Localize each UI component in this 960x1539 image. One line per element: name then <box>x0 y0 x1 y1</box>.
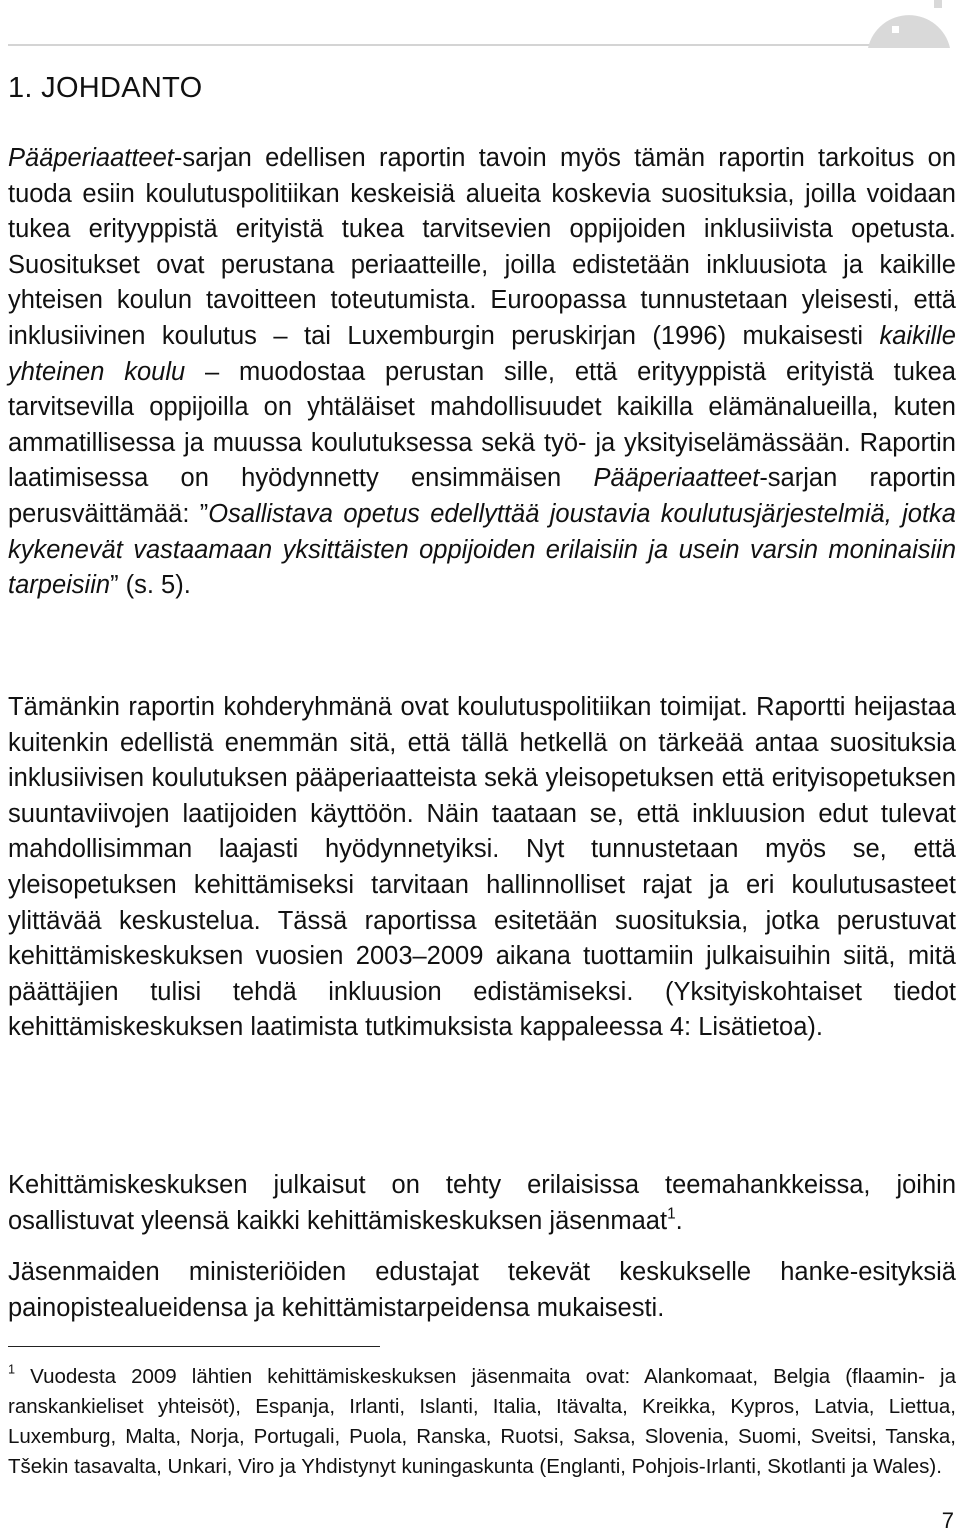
footnote-separator <box>8 1346 380 1347</box>
footnote-reference[interactable]: 1 <box>667 1204 676 1222</box>
header-rule <box>8 44 878 46</box>
paragraph-text: -sarjan edellisen raportin tavoin myös tämän raportin tarkoitus on tuoda esiin koulutuspolitiikan keskeisiä alueita koskevia suosituksia, joilla voidaan tukea erityyppistä erityistä tukea tarvitsevien oppijoiden inklusiivista opetusta. Suositukset ovat perustana periaatteille, joilla edistetään inkluusiota ja kaikille yhteisen koulun tavoitteen toteutumista. Euroopassa tunnustetaan yleisesti, että inklusiivinen koulutus – tai Luxemburgin peruskirjan (1996) mukaisesti <box>8 144 956 350</box>
footnote-mark: 1 <box>8 1361 16 1377</box>
footnote <box>8 1362 956 1482</box>
footnote-text: Vuodesta 2009 lähtien kehittämiskeskuksen jäsenmaita ovat: Alankomaat, Belgia (flaamin- ja ranskankieliset yhteisöt), Espanja, Irlanti, Islanti, Italia, Itävalta, Kreikka, Kypros, Latvia, Liettua, Luxemburg, Malta, Norja, Portugali, Puola, Ranska, Ruotsi, Saksa, Slovenia, Suomi, Sveitsi, Tanska, Tšekin tasavalta, Unkari, Viro ja Yhdistynyt kuningaskunta (Englanti, Pohjois-Irlanti, Skotlanti ja Wales). <box>8 1365 956 1478</box>
emphasis-italic: kaikille yhteinen koulu <box>8 321 956 386</box>
paragraph-text: . <box>675 1206 683 1235</box>
section-title: 1. JOHDANTO <box>8 72 203 104</box>
target-group-paragraph: Tämänkin raportin kohderyhmänä ovat koulutuspolitiikan toimijat. Raportti heijastaa kuitenkin edellistä enemmän sitä, että tällä hetkellä on tärkeää antaa suosituksia inklusiivisen koulutuksen pääperiaatteista sekä yleisopetuksen että erityisopetuksen suuntaviivojen laatijoiden käyttöön. Näin taataan se, että inkluusion edut tulevat mahdollisimman laajasti hyödynnetyiksi. Nyt tunnustetaan myös se, että yleisopetuksen kehittämiseksi tarvitaan hallinnolliset rajat ja eri koulutusasteet ylittävää keskustelua. Tässä raportissa esitetään suosituksia, jotka perustuvat kehittämiskeskuksen vuosien 2003–2009 aikana tuottamiin julkaisuihin siitä, mitä päättäjien tulisi tehdä inkluusion edistämiseksi. (Yksityiskohtaiset tiedot kehittämiskeskuksen laatimista tutkimuksista kappaleessa 4: Lisätietoa). <box>8 693 956 1042</box>
paragraph-text: ” (s. 5). <box>110 571 191 600</box>
intro-paragraph <box>8 141 956 604</box>
paragraph-text: -sarjan raportin perusväittämää: ” <box>8 464 956 528</box>
page-number: 7 <box>941 1508 954 1533</box>
publications-paragraph <box>8 1168 956 1239</box>
members-paragraph: Jäsenmaiden ministeriöiden edustajat tekevät keskukselle hanke-esityksiä painopistealueidensa ja kehittämistarpeidensa mukaisesti. <box>8 1258 956 1322</box>
series-title-italic: Pääperiaatteet <box>8 144 174 172</box>
paragraph-text: Kehittämiskeskuksen julkaisut on tehty erilaisissa teemahankkeissa, joihin osallistuvat yleensä kaikki kehittämiskeskuksen jäsenmaat <box>8 1171 956 1235</box>
agency-logo-icon <box>866 0 956 50</box>
quotation-italic: Osallistava opetus edellyttää joustavia koulutusjärjestelmiä, jotka kykenevät vastaamaan yksittäisten oppijoiden erilaisiin ja usein varsin moninaisiin tarpeisiin <box>8 499 956 600</box>
paragraph-text: – muodostaa perustan sille, että erityyppistä erityistä tukea tarvitsevilla oppijoilla on yhtäläiset mahdollisuudet kaikilla elämänalueilla, kuten ammatillisessa ja muussa koulutuksessa sekä työ- ja yksityiselämässään. Raportin laatimisessa on hyödynnetty ensimmäisen <box>8 357 956 493</box>
series-title-italic: Pääperiaatteet <box>593 464 760 493</box>
